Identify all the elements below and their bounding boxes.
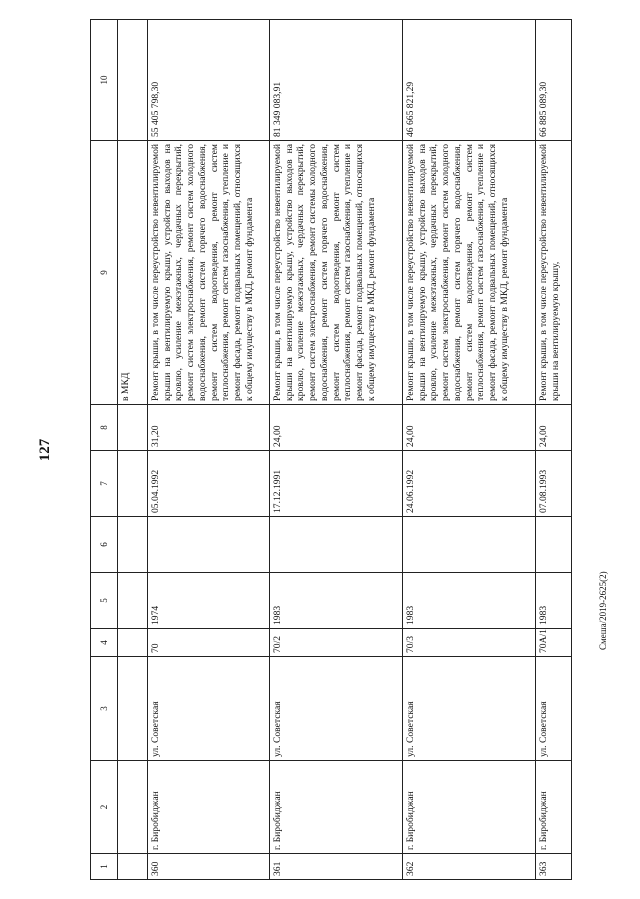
cell-cost [118,20,148,141]
cell-index [118,854,148,880]
repair-program-table [90,19,572,880]
cell-city: г. Биробиджан [536,761,572,854]
cell-city [118,761,148,854]
cell-col6 [403,517,536,573]
cell-date: 17.12.1991 [270,451,403,517]
cell-house: 70/3 [403,629,536,657]
cell-street: ул. Советская [536,657,572,761]
page-number: 127 [37,438,53,462]
cell-city: г. Биробиджан [148,761,270,854]
cell-house: 70А/1 [536,629,572,657]
cell-date [118,451,148,517]
table-row [536,20,572,880]
cell-year: 1983 [403,573,536,629]
col-header-8: 8 [91,405,118,451]
cell-value: 24,00 [536,405,572,451]
cell-index: 361 [270,854,403,880]
cell-works: в МКД [118,141,148,405]
cell-value [118,405,148,451]
cell-cost: 66 885 089,30 [536,20,572,141]
cell-col6 [270,517,403,573]
col-header-1: 1 [91,854,118,880]
cell-cost: 55 405 798,30 [148,20,270,141]
table-row [270,20,403,880]
cell-col6 [536,517,572,573]
cell-year: 1974 [148,573,270,629]
cell-cost: 46 665 821,29 [403,20,536,141]
cell-house [118,629,148,657]
cell-index: 363 [536,854,572,880]
cell-value: 24,00 [270,405,403,451]
cell-date: 05.04.1992 [148,451,270,517]
col-header-2: 2 [91,761,118,854]
table-row [148,20,270,880]
cell-street: ул. Советская [270,657,403,761]
cell-col6 [148,517,270,573]
cell-col6 [118,517,148,573]
cell-street: ул. Советская [148,657,270,761]
table-row [118,20,148,880]
cell-date: 07.08.1993 [536,451,572,517]
cell-street: ул. Советская [403,657,536,761]
col-header-4: 4 [91,629,118,657]
cell-works: Ремонт крыши, в том числе переустройство невентилируемой крыши на вентилируемую крышу, устройство выходов на кровлю, усиление межэтажных, чердачных перекрытий, ремонт систем электроснабжения, ремонт систем холодного водоснабжения, ремонт систем горячего водоснабжения, ремонт систем водоотведения, ремонт систем теплоснабжения, ремонт систем газоснабжения, утепление и ремонт фасада, ремонт подвальных помещений, относящихся к общему имуществу в МКД, ремонт фундамента [148,141,270,405]
cell-city: г. Биробиджан [403,761,536,854]
cell-year: 1983 [270,573,403,629]
cell-works: Ремонт крыши, в том числе переустройство невентилируемой крыши на вентилируемую крышу, устройство выходов на кровлю, усиление межэтажных, чердачных перекрытий, ремонт систем электроснабжения, ремонт системы холодного водоснабжения, ремонт систем горячего водоснабжения, ремонт систем водоотведения, ремонт систем теплоснабжения, ремонт систем газоснабжения, утепление и ремонт фасада, ремонт подвальных помещений, относящихся к общему имуществу в МКД, ремонт фундамента [270,141,403,405]
cell-street [118,657,148,761]
cell-cost: 81 349 083,91 [270,20,403,141]
col-header-10: 10 [91,20,118,141]
col-header-6: 6 [91,517,118,573]
cell-house: 70 [148,629,270,657]
col-header-3: 3 [91,657,118,761]
col-header-9: 9 [91,141,118,405]
cell-index: 362 [403,854,536,880]
cell-date: 24.06.1992 [403,451,536,517]
table-row [403,20,536,880]
cell-value: 31,20 [148,405,270,451]
header-row [91,20,118,880]
cell-year [118,573,148,629]
document-stamp: Смеша/2019-2625(2) [598,571,608,650]
cell-works: Ремонт крыши, в том числе переустройство невентилируемой крыши на вентилируемую крышу, [536,141,572,405]
cell-works: Ремонт крыши, в том числе переустройство невентилируемой крыши на вентилируемую крышу, устройство выходов на кровлю, усиление межэтажных, чердачных перекрытий, ремонт систем электроснабжения, ремонт систем холодного водоснабжения, ремонт систем горячего водоснабжения, ремонт систем водоотведения, ремонт систем теплоснабжения, ремонт систем газоснабжения, утепление и ремонт фасада, ремонт подвальных помещений, относящихся к общему имуществу в МКД, ремонт фундамента [403,141,536,405]
cell-index: 360 [148,854,270,880]
cell-house: 70/2 [270,629,403,657]
col-header-5: 5 [91,573,118,629]
col-header-7: 7 [91,451,118,517]
cell-year: 1983 [536,573,572,629]
cell-city: г. Биробиджан [270,761,403,854]
rotated-table-container [90,20,595,880]
cell-value: 24,00 [403,405,536,451]
